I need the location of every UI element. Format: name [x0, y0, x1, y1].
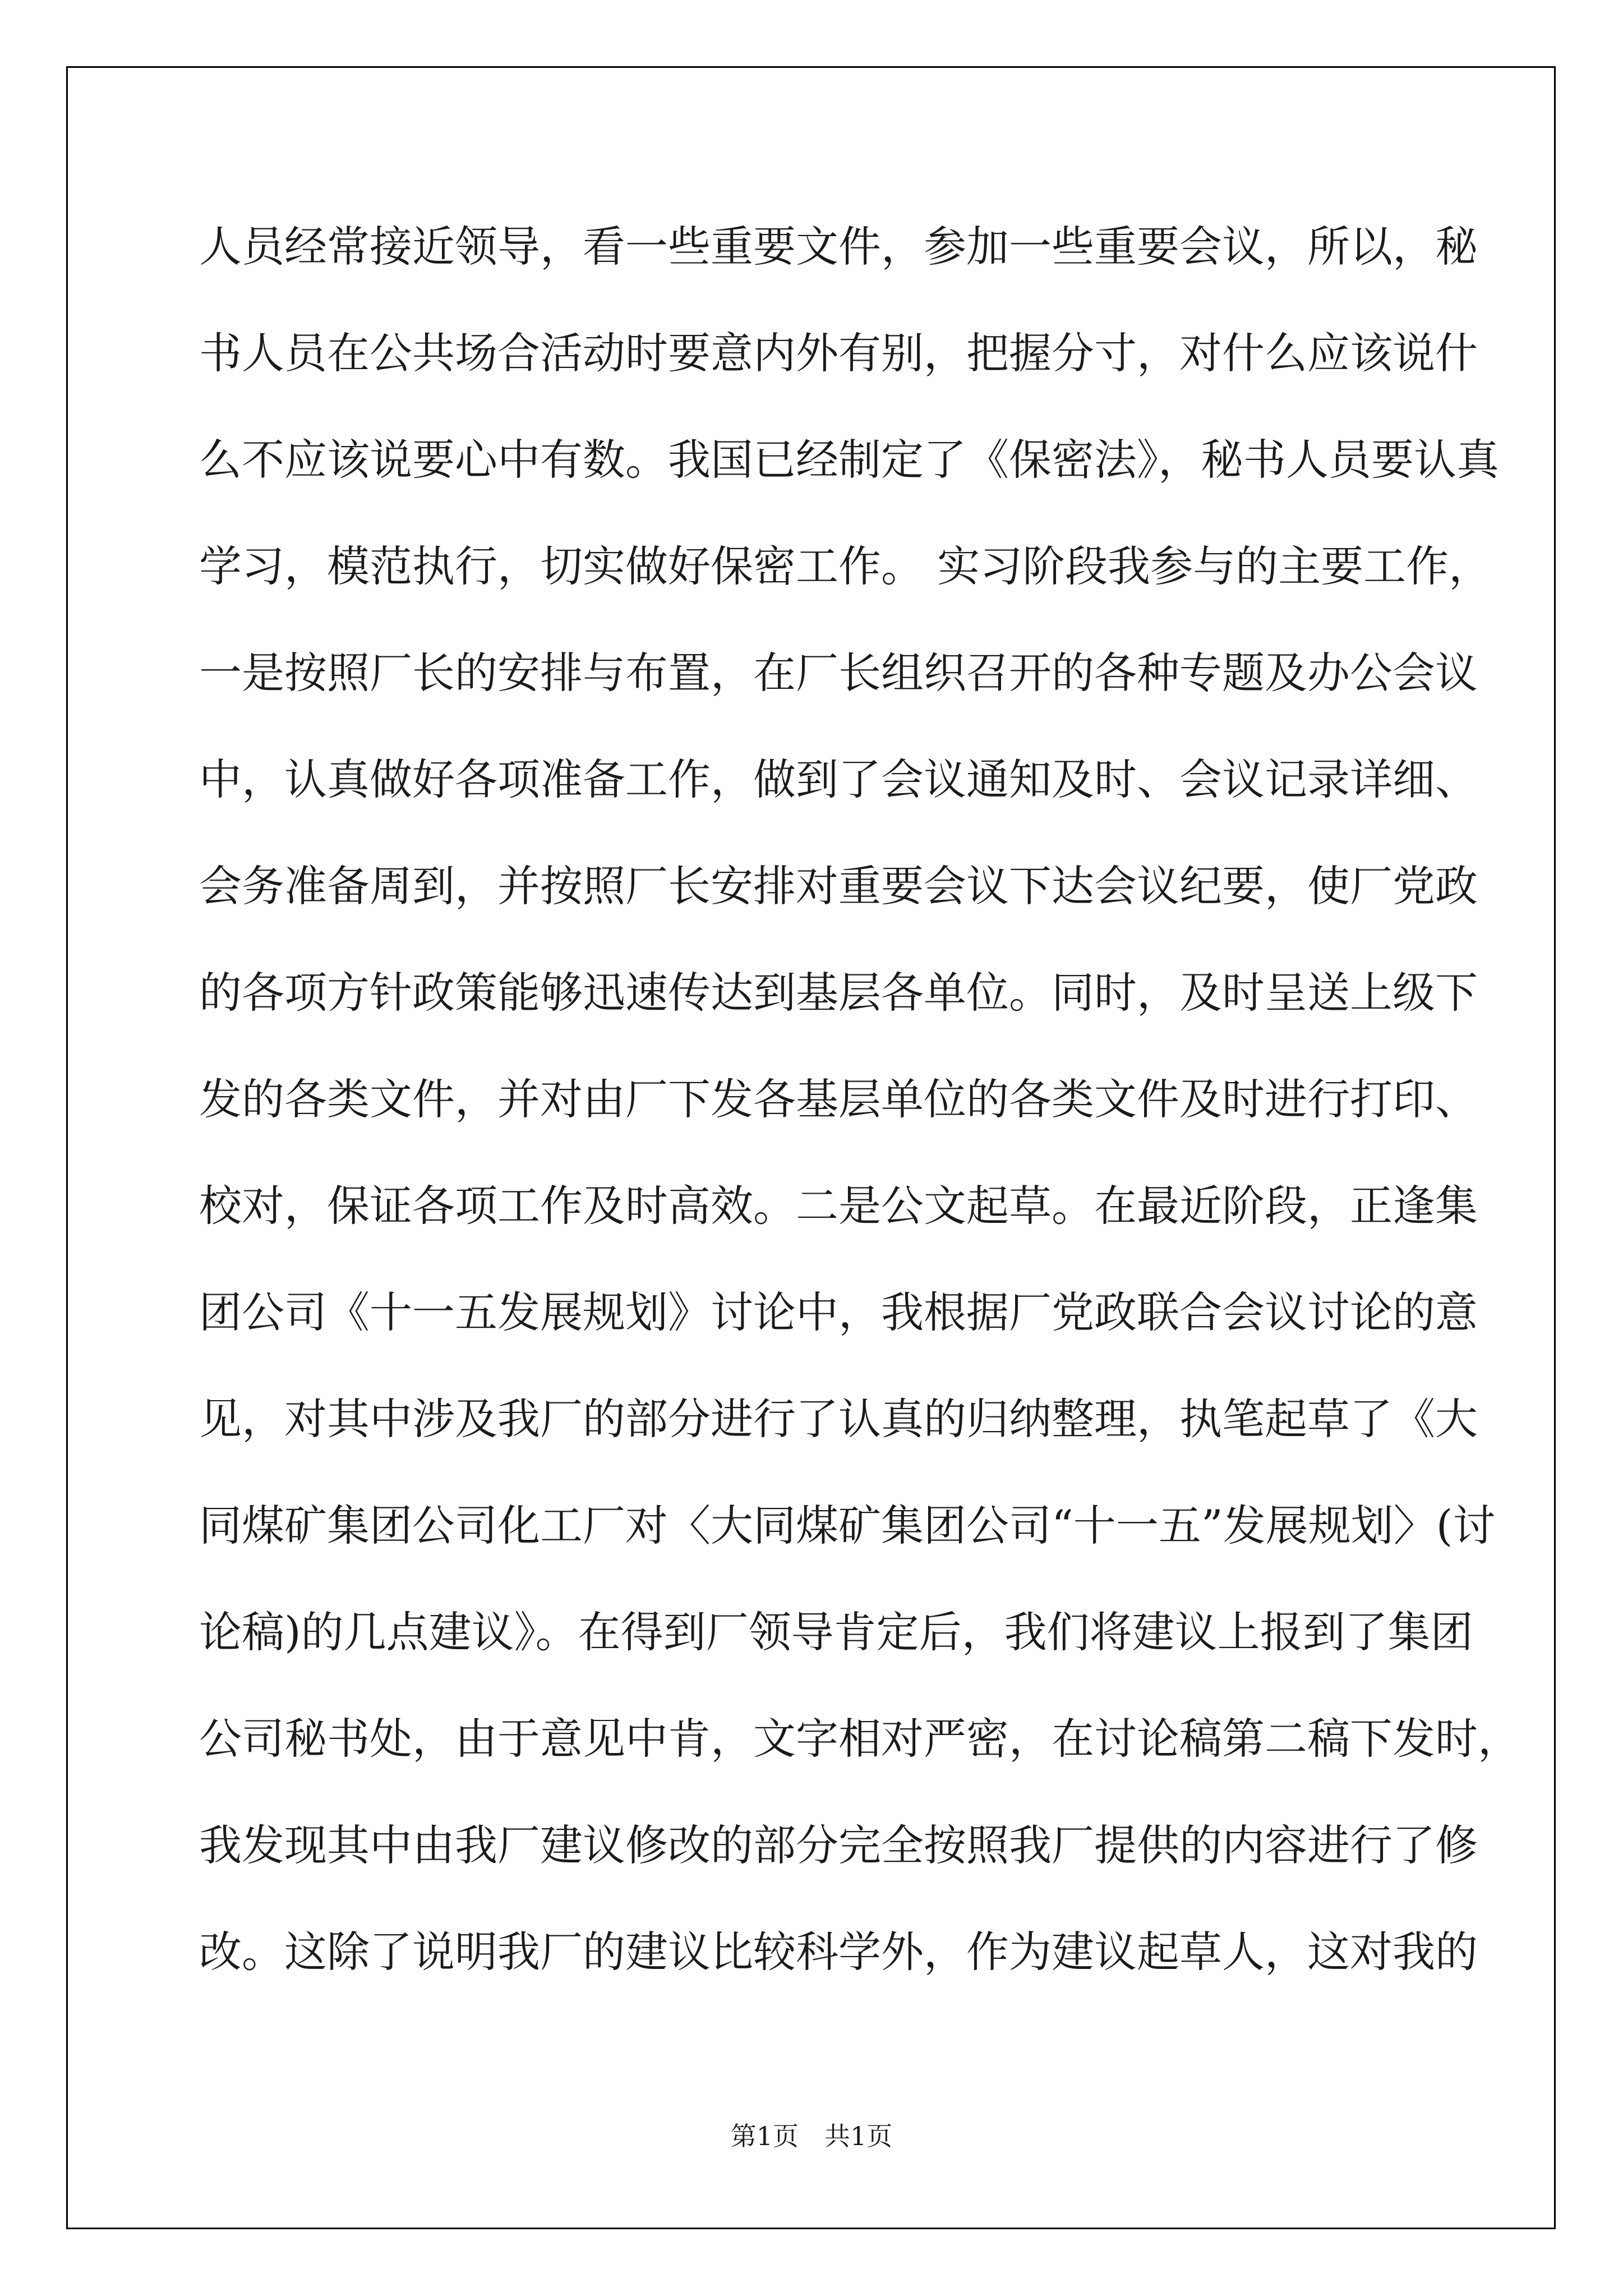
- text-line: 书人员在公共场合活动时要意内外有别，把握分寸，对什么应该说什: [199, 328, 1478, 378]
- text-line: 团公司《十一五发展规划》讨论中，我根据厂党政联合会议讨论的意: [199, 1287, 1478, 1337]
- text-line: 人员经常接近领导，看一些重要文件，参加一些重要会议，所以，秘: [199, 222, 1478, 272]
- text-line: 校对，保证各项工作及时高效。二是公文起草。在最近阶段，正逢集: [199, 1181, 1478, 1231]
- text-line: 我发现其中由我厂建议修改的部分完全按照我厂提供的内容进行了修: [199, 1820, 1478, 1870]
- text-line: 公司秘书处，由于意见中肯，文字相对严密，在讨论稿第二稿下发时，: [199, 1714, 1520, 1764]
- text-line: 论稿)的几点建议》。在得到厂领导肯定后，我们将建议上报到了集团: [199, 1607, 1473, 1657]
- text-line: 会务准备周到，并按照厂长安排对重要会议下达会议纪要，使厂党政: [199, 861, 1478, 911]
- text-line: 发的各类文件，并对由厂下发各基层单位的各类文件及时进行打印、: [199, 1074, 1478, 1124]
- text-line: 见，对其中涉及我厂的部分进行了认真的归纳整理，执笔起草了《大: [199, 1394, 1478, 1444]
- text-line: 改。这除了说明我厂的建议比较科学外，作为建议起草人，这对我的: [199, 1927, 1478, 1977]
- text-line: 一是按照厂长的安排与布置，在厂长组织召开的各种专题及办公会议: [199, 648, 1478, 698]
- text-line: 学习，模范执行，切实做好保密工作。 实习阶段我参与的主要工作，: [199, 541, 1492, 591]
- page-footer: 第1页 共1页: [730, 2121, 893, 2151]
- document-body: [199, 219, 1520, 2031]
- text-line: 的各项方针政策能够迅速传达到基层各单位。同时，及时呈送上级下: [199, 968, 1478, 1018]
- text-line: 同煤矿集团公司化工厂对〈大同煤矿集团公司“十一五”发展规划〉(讨: [199, 1501, 1496, 1550]
- text-line: 么不应该说要心中有数。我国已经制定了《保密法》，秘书人员要认真: [199, 435, 1499, 485]
- text-line: 中，认真做好各项准备工作，做到了会议通知及时、会议记录详细、: [199, 754, 1478, 804]
